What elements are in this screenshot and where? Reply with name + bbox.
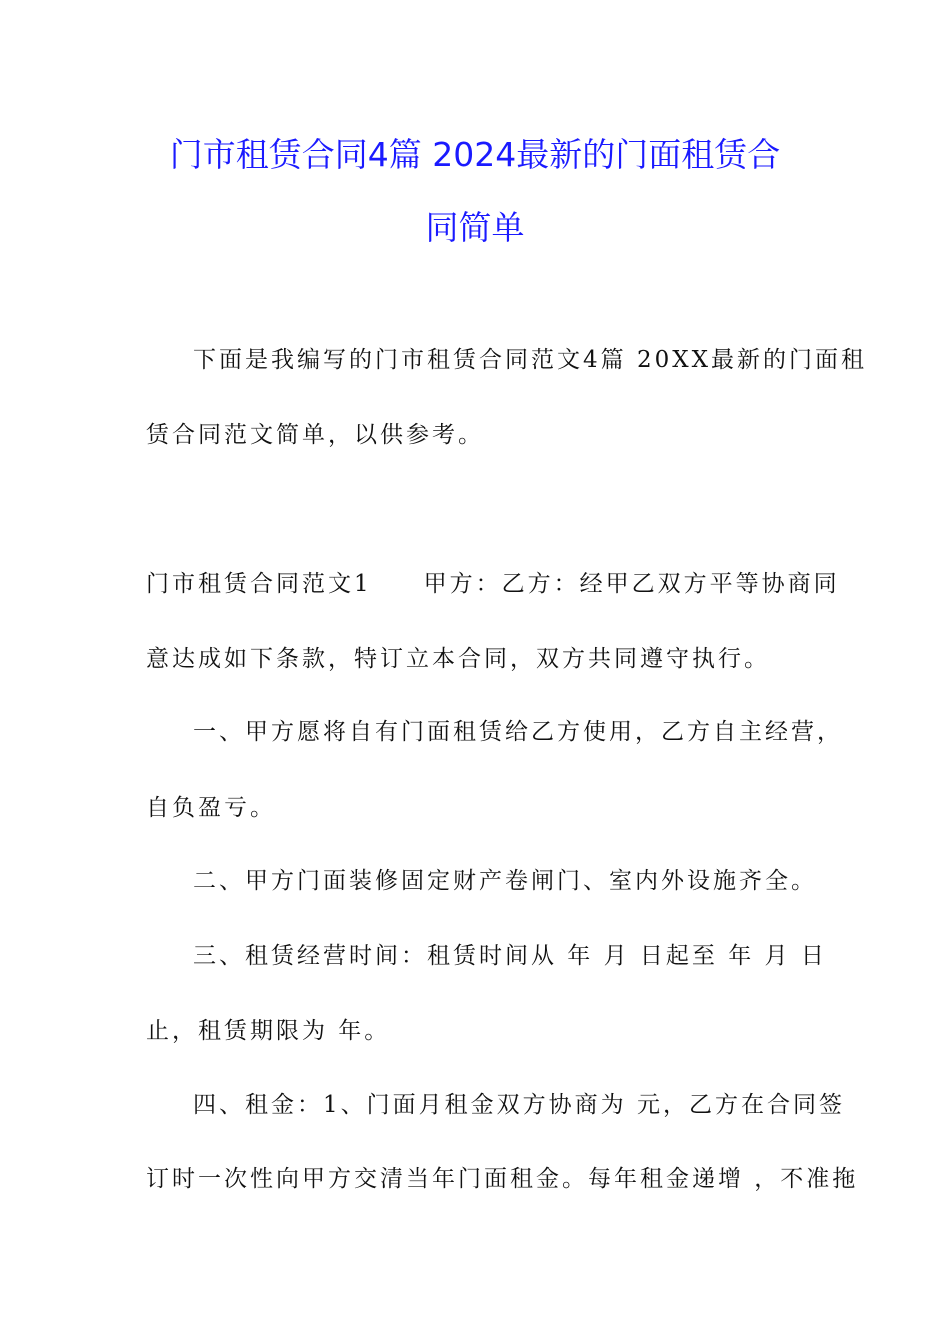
paragraph-line: 意达成如下条款，特订立本合同，双方共同遵守执行。 bbox=[146, 646, 770, 672]
document-title-line-1: 门市租赁合同4篇 2024最新的门面租赁合 bbox=[169, 135, 781, 174]
paragraph-line: 四、租金：1、门面月租金双方协商为 元，乙方在合同签 bbox=[193, 1092, 845, 1118]
paragraph-line: 下面是我编写的门市租赁合同范文4篇 20XX最新的门面租 bbox=[193, 347, 867, 373]
paragraph-line: 二、甲方门面装修固定财产卷闸门、室内外设施齐全。 bbox=[193, 868, 817, 894]
paragraph-line: 自负盈亏。 bbox=[146, 795, 276, 821]
paragraph-line: 一、甲方愿将自有门面租赁给乙方使用，乙方自主经营， bbox=[193, 719, 843, 745]
paragraph-line: 三、租赁经营时间：租赁时间从 年 月 日起至 年 月 日 bbox=[193, 943, 827, 969]
paragraph-line: 门市租赁合同范文1 甲方：乙方：经甲乙双方平等协商同 bbox=[146, 571, 840, 597]
paragraph-line: 订时一次性向甲方交清当年门面租金。每年租金递增 ，不准拖 bbox=[146, 1166, 859, 1192]
paragraph-line: 止，租赁期限为 年。 bbox=[146, 1018, 391, 1044]
paragraph-line: 赁合同范文简单，以供参考。 bbox=[146, 422, 484, 448]
document-title-line-2: 同简单 bbox=[425, 208, 525, 247]
